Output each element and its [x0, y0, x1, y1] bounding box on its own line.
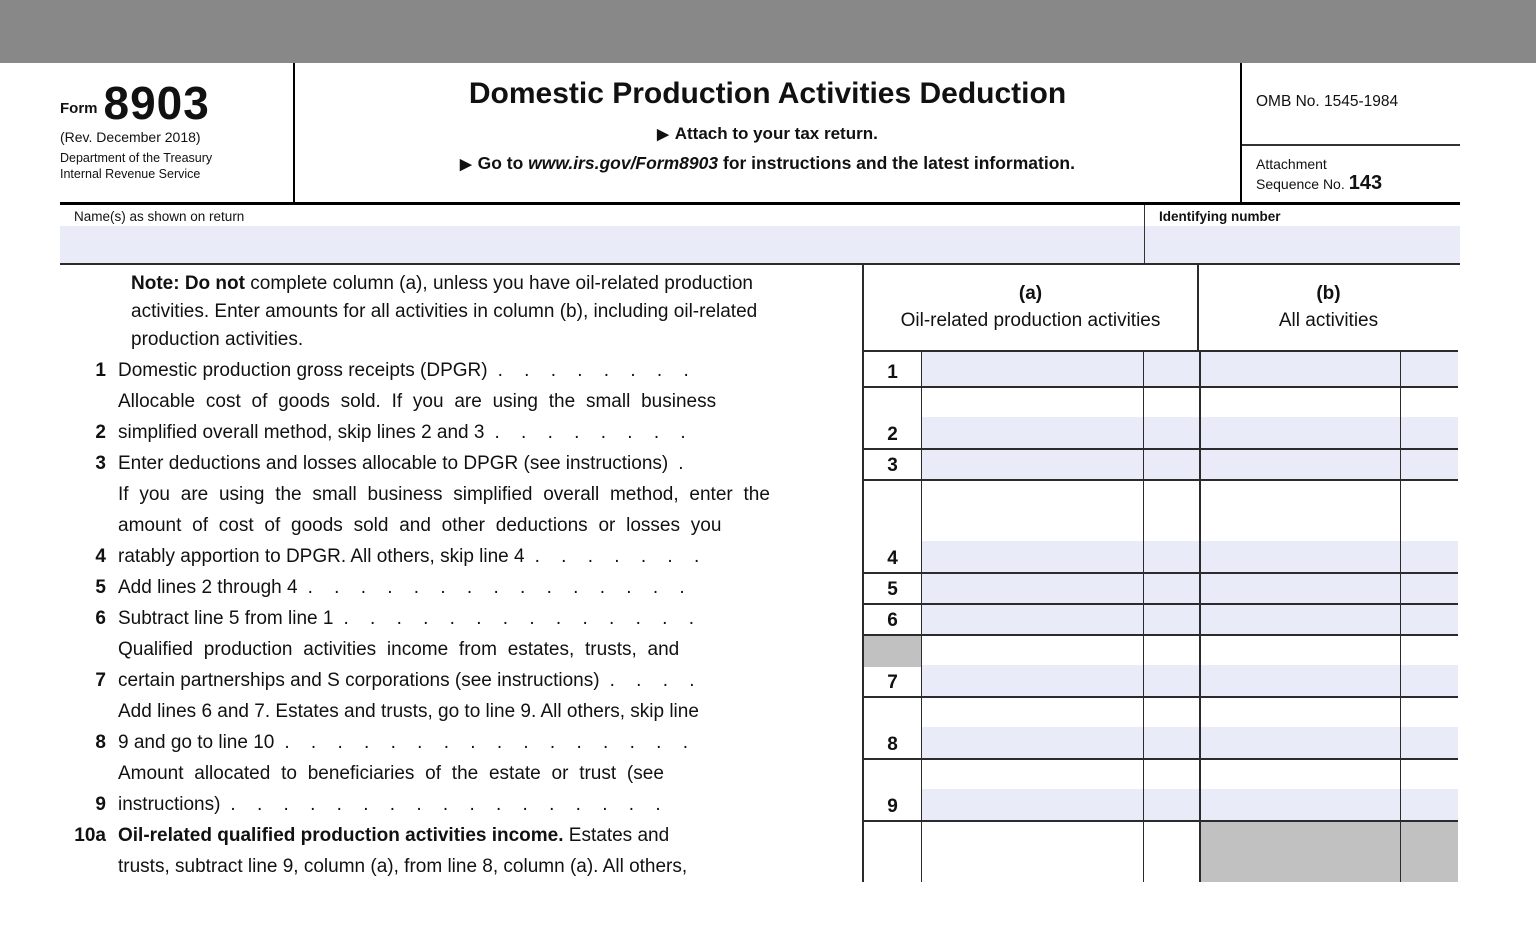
line-9-text: instructions) . . . . . . . . . . . . . . . . .: [118, 794, 661, 815]
line-2-text: simplified overall method, skip lines 2 and 3 . . . . . . . .: [118, 422, 686, 443]
line-8-col-b-dollars[interactable]: [1199, 698, 1400, 758]
line-3-col-a-cents[interactable]: [1143, 450, 1199, 479]
line-6-grid-row: [864, 603, 1458, 634]
dot-leader: . . . .: [609, 670, 695, 691]
name-label: Name(s) as shown on return: [74, 209, 245, 224]
form-header: [60, 63, 1460, 205]
line-4-col-b-cents[interactable]: [1400, 481, 1458, 572]
line-2-grid-number: 2: [864, 388, 922, 448]
line-1-col-a-dollars[interactable]: [922, 352, 1143, 386]
omb-block: [1240, 63, 1460, 202]
dot-leader: . . . . . . .: [534, 546, 700, 567]
line-5-grid-number: 5: [864, 574, 922, 603]
line-7-col-b-cents[interactable]: [1400, 636, 1458, 696]
line-7-col-a-cents[interactable]: [1143, 636, 1199, 696]
dot-leader: . . . . . . . .: [494, 422, 686, 443]
line-3-grid-number: 3: [864, 450, 922, 479]
agency-line-2: Internal Revenue Service: [60, 167, 201, 181]
form-number: 8903: [103, 77, 210, 129]
line-4-text: ratably apportion to DPGR. All others, skip line 4 . . . . . . .: [118, 546, 700, 567]
line-4-description: [60, 479, 862, 572]
line-4-number: 4: [95, 546, 106, 567]
column-a-label: Oil-related production activities: [900, 310, 1161, 331]
dot-leader: . . . . . . . . . . . . . . .: [307, 577, 685, 598]
line-2-description: [60, 386, 862, 448]
line-8-text: Add lines 6 and 7. Estates and trusts, go to line 9. All others, skip line: [118, 701, 699, 722]
line-1-col-b-dollars[interactable]: [1199, 352, 1400, 386]
line-8-description: [60, 696, 862, 758]
goto-instruction: ▶ Go to www.irs.gov/Form8903 for instructions and the latest information.: [460, 153, 1075, 173]
right-arrow-icon: ▶: [657, 126, 669, 143]
line-3-col-b-cents[interactable]: [1400, 450, 1458, 479]
line-8-grid-number: 8: [864, 698, 922, 758]
line-8-col-b-cents[interactable]: [1400, 698, 1458, 758]
line-7-description: [60, 634, 862, 696]
line-10a-grid-row: [864, 820, 1458, 882]
line-9-col-a-dollars[interactable]: [922, 760, 1143, 820]
attachment-sequence-number: 143: [1348, 172, 1383, 194]
identifying-number-input[interactable]: [1145, 226, 1460, 263]
line-4-grid-number: 4: [864, 481, 922, 572]
line-10a-grid-number: [864, 822, 922, 882]
form-title-block: [295, 63, 1240, 202]
line-1-col-b-cents[interactable]: [1400, 352, 1458, 386]
line-8-number: 8: [95, 732, 106, 753]
line-4-col-a-dollars[interactable]: [922, 481, 1143, 572]
line-6-description: [60, 603, 862, 634]
line-6-text: Subtract line 5 from line 1 . . . . . . . . . . . . . .: [118, 608, 694, 629]
omb-number: OMB No. 1545-1984: [1242, 63, 1460, 146]
line-4-col-b-dollars[interactable]: [1199, 481, 1400, 572]
line-6-col-a-dollars[interactable]: [922, 605, 1143, 634]
description-column: [60, 265, 862, 882]
line-1-col-a-cents[interactable]: [1143, 352, 1199, 386]
column-b-label: All activities: [1278, 310, 1379, 331]
line-2-col-b-dollars[interactable]: [1199, 388, 1400, 448]
form-revision: (Rev. December 2018): [60, 129, 201, 145]
line-5-col-b-dollars[interactable]: [1199, 574, 1400, 603]
line-8-col-a-cents[interactable]: [1143, 698, 1199, 758]
line-10a-col-a-cents[interactable]: [1143, 822, 1199, 882]
line-7-grid-number: 7: [864, 636, 922, 696]
line-1-description: [60, 350, 862, 386]
line-5-grid-row: [864, 572, 1458, 603]
line-10a-text: trusts, subtract line 9, column (a), from line 8, column (a). All others,: [118, 856, 688, 877]
line-3-text: Enter deductions and losses allocable to DPGR (see instructions) .: [118, 453, 684, 474]
line-6-col-b-cents[interactable]: [1400, 605, 1458, 634]
line-2-number: 2: [95, 422, 106, 443]
form-id-block: [60, 63, 295, 202]
line-2-col-b-cents[interactable]: [1400, 388, 1458, 448]
dot-leader: . . . . . . . .: [497, 360, 689, 381]
line-10a-number: 10a: [74, 825, 106, 846]
page-title: Domestic Production Activities Deduction: [468, 77, 1067, 110]
attach-instruction: ▶ Attach to your tax return.: [657, 124, 878, 143]
line-10a-col-b-cents[interactable]: [1400, 822, 1458, 882]
line-2-col-a-dollars[interactable]: [922, 388, 1143, 448]
line-10a-col-a-dollars[interactable]: [922, 822, 1143, 882]
line-1-number: 1: [95, 360, 106, 381]
line-3-grid-row: [864, 448, 1458, 479]
main-area: [60, 265, 1458, 882]
line-7-col-b-dollars[interactable]: [1199, 636, 1400, 696]
name-cell: [60, 205, 1145, 263]
line-4-text: If you are using the small business simplified overall method, enter the: [118, 484, 770, 505]
line-2-col-a-cents[interactable]: [1143, 388, 1199, 448]
line-7-text: certain partnerships and S corporations (see instructions) . . . .: [118, 670, 695, 691]
line-8-grid-row: [864, 696, 1458, 758]
right-arrow-icon: ▶: [460, 156, 472, 173]
line-7-col-a-dollars[interactable]: [922, 636, 1143, 696]
line-5-description: [60, 572, 862, 603]
line-9-number: 9: [95, 794, 106, 815]
line-2-grid-row: [864, 386, 1458, 448]
form-word: Form: [60, 100, 98, 117]
name-input[interactable]: [60, 226, 1144, 263]
line-10a-description: [60, 820, 862, 882]
column-a-header: [864, 265, 1199, 350]
line-6-col-b-dollars[interactable]: [1199, 605, 1400, 634]
column-a-tag: (a): [1018, 283, 1043, 304]
dot-leader: .: [678, 453, 684, 474]
line-9-grid-number: 9: [864, 760, 922, 820]
identifying-number-cell: [1145, 205, 1460, 263]
line-5-col-b-cents[interactable]: [1400, 574, 1458, 603]
line-3-col-a-dollars[interactable]: [922, 450, 1143, 479]
line-5-col-a-cents[interactable]: [1143, 574, 1199, 603]
dot-leader: . . . . . . . . . . . . . . . .: [284, 732, 689, 753]
dot-leader: . . . . . . . . . . . . . . . . .: [230, 794, 661, 815]
line-7-number: 7: [95, 670, 106, 691]
line-9-text: Amount allocated to beneficiaries of the estate or trust (see: [118, 763, 664, 784]
form-8903-page: [0, 63, 1536, 927]
line-5-number: 5: [95, 577, 106, 598]
agency-line-1: Department of the Treasury: [60, 151, 213, 165]
line-4-text: amount of cost of goods sold and other deductions or losses you: [118, 515, 722, 536]
line-9-col-b-cents[interactable]: [1400, 760, 1458, 820]
line-10a-col-b-dollars[interactable]: [1199, 822, 1400, 882]
line-6-col-a-cents[interactable]: [1143, 605, 1199, 634]
line-8-col-a-dollars[interactable]: [922, 698, 1143, 758]
line-1-grid-number: 1: [864, 352, 922, 386]
grid-column: [862, 265, 1458, 882]
line-5-text: Add lines 2 through 4 . . . . . . . . . . . . . . .: [118, 577, 685, 598]
line-4-col-a-cents[interactable]: [1143, 481, 1199, 572]
line-5-col-a-dollars[interactable]: [922, 574, 1143, 603]
line-7-grid-row: [864, 634, 1458, 696]
line-3-col-b-dollars[interactable]: [1199, 450, 1400, 479]
grid-header: [864, 265, 1458, 350]
shaded-cell: [864, 636, 921, 667]
irs-url: www.irs.gov/Form8903: [528, 153, 719, 173]
line-1-text: Domestic production gross receipts (DPGR) . . . . . . . .: [118, 360, 689, 381]
line-1-grid-row: [864, 350, 1458, 386]
line-6-number: 6: [95, 608, 106, 629]
line-6-grid-number: 6: [864, 605, 922, 634]
line-2-text: Allocable cost of goods sold. If you are using the small business: [118, 391, 717, 412]
line-4-grid-row: [864, 479, 1458, 572]
line-3-number: 3: [95, 453, 106, 474]
column-b-tag: (b): [1316, 283, 1341, 304]
line-3-description: [60, 448, 862, 479]
name-row: [60, 205, 1460, 265]
attachment-sequence: Attachment Sequence No. 143: [1256, 156, 1383, 194]
line-8-text: 9 and go to line 10 . . . . . . . . . . . . . . . .: [118, 732, 689, 753]
column-b-header: [1199, 265, 1458, 350]
line-9-description: [60, 758, 862, 820]
line-9-grid-row: [864, 758, 1458, 820]
dot-leader: . . . . . . . . . . . . . .: [343, 608, 694, 629]
line-9-col-a-cents[interactable]: [1143, 760, 1199, 820]
line-7-text: Qualified production activities income from estates, trusts, and: [118, 639, 680, 660]
line-10a-text: Oil-related qualified production activities income. Estates and: [118, 825, 670, 846]
line-9-col-b-dollars[interactable]: [1199, 760, 1400, 820]
note-text: Note: Do not complete column (a), unless you have oil-related production activities. Enter amounts for all activities in column (b), including oil-related production activities.: [131, 273, 758, 350]
identifying-number-label: Identifying number: [1159, 209, 1281, 224]
